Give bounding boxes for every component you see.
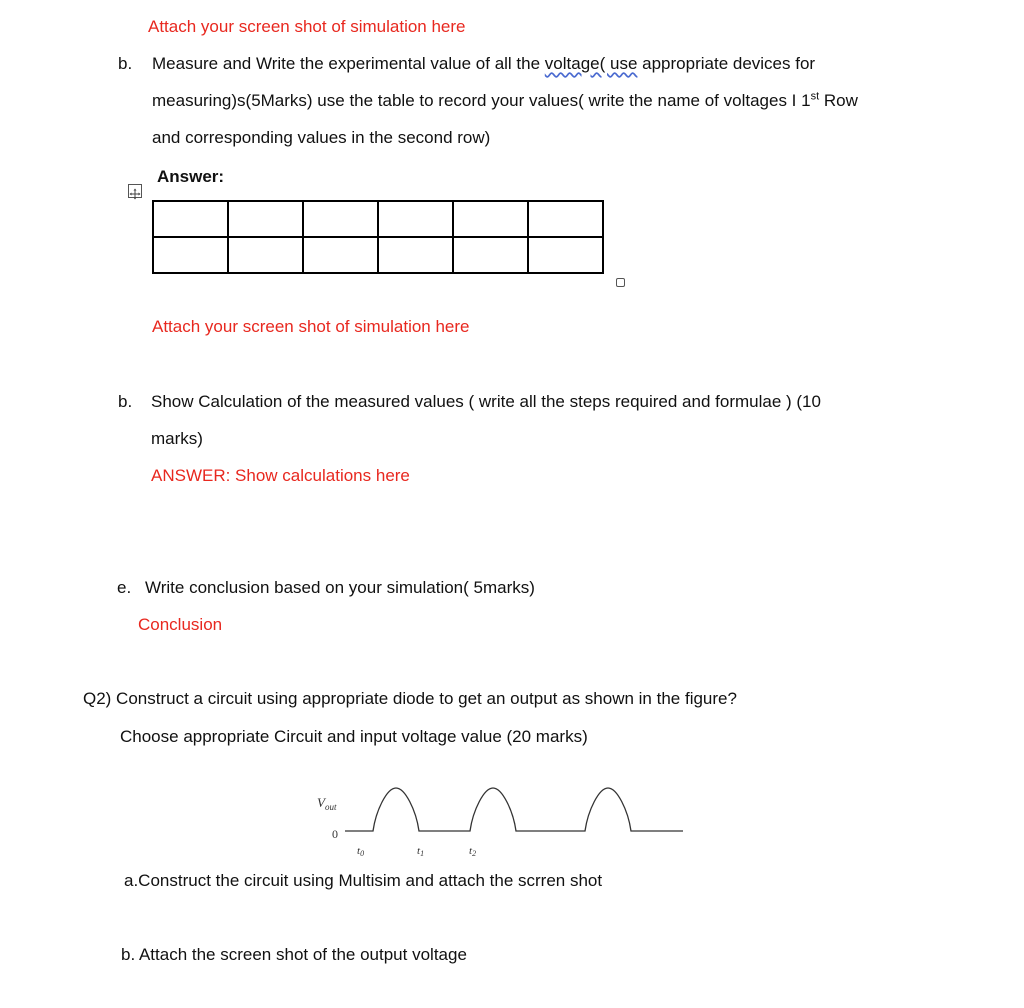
table-cell[interactable]	[528, 237, 603, 273]
measure-instruction-line-1	[152, 54, 815, 74]
half-wave-output-trace	[345, 788, 683, 831]
table-resize-handle[interactable]	[616, 278, 625, 287]
measure-instruction-line-3: and corresponding values in the second row)	[152, 128, 491, 147]
table-cell[interactable]	[303, 237, 378, 273]
measure-line2-pre: measuring)s(5Marks) use the table to record your values( write the name of voltages I 1	[152, 91, 811, 110]
voltage-record-table	[152, 200, 604, 274]
item-marker-e: e.	[117, 578, 132, 597]
calculation-instruction-line-2: marks)	[151, 429, 203, 448]
table-cell[interactable]	[228, 201, 303, 237]
q2-part-a: a.Construct the circuit using Multisim and attach the scrren shot	[124, 871, 603, 890]
q2-question-line-2: Choose appropriate Circuit and input voltage value (20 marks)	[120, 727, 588, 746]
table-cell[interactable]	[378, 201, 453, 237]
t2-label: t2	[469, 845, 477, 858]
zero-label: 0	[332, 827, 338, 841]
t1-label: t1	[417, 845, 425, 858]
output-waveform-figure	[300, 780, 690, 860]
table-cell[interactable]	[453, 201, 528, 237]
table-cell[interactable]	[153, 201, 228, 237]
item-marker-b-2: b.	[118, 392, 133, 411]
q2-part-b: b. Attach the screen shot of the output voltage	[121, 945, 467, 964]
measure-text-pre: Measure and Write the experimental value of all the	[152, 54, 545, 73]
table-cell[interactable]	[453, 237, 528, 273]
conclusion-placeholder: Conclusion	[138, 615, 223, 634]
table-row	[153, 237, 603, 273]
table-cell[interactable]	[528, 201, 603, 237]
table-cell[interactable]	[228, 237, 303, 273]
t0-label: t0	[357, 845, 365, 858]
table-cell[interactable]	[378, 237, 453, 273]
vout-label: $V_{out}$	[317, 795, 337, 812]
item-marker-b: b.	[118, 54, 133, 73]
table-cell[interactable]	[153, 237, 228, 273]
attach-screenshot-note-2: Attach your screen shot of simulation here	[152, 317, 470, 336]
move-arrows-icon	[129, 188, 141, 200]
table-move-handle[interactable]	[128, 184, 142, 198]
table-cell[interactable]	[303, 201, 378, 237]
spelling-flagged-text: voltage( use	[544, 54, 638, 73]
measure-text-post: appropriate devices for	[637, 54, 816, 73]
measure-instruction-line-2	[152, 91, 858, 111]
q2-question-line-1: Q2) Construct a circuit using appropriate diode to get an output as shown in the figure?	[83, 689, 737, 708]
ordinal-superscript: st	[810, 90, 820, 103]
table-row	[153, 201, 603, 237]
answer-label: Answer:	[157, 167, 225, 186]
calculation-instruction-line-1: Show Calculation of the measured values ( write all the steps required and formulae ) (10	[151, 392, 821, 411]
measure-line2-post: Row	[819, 91, 858, 110]
conclusion-instruction: Write conclusion based on your simulation( 5marks)	[145, 578, 535, 597]
calculation-answer-placeholder: ANSWER: Show calculations here	[151, 466, 410, 485]
attach-screenshot-note: Attach your screen shot of simulation here	[148, 17, 466, 36]
